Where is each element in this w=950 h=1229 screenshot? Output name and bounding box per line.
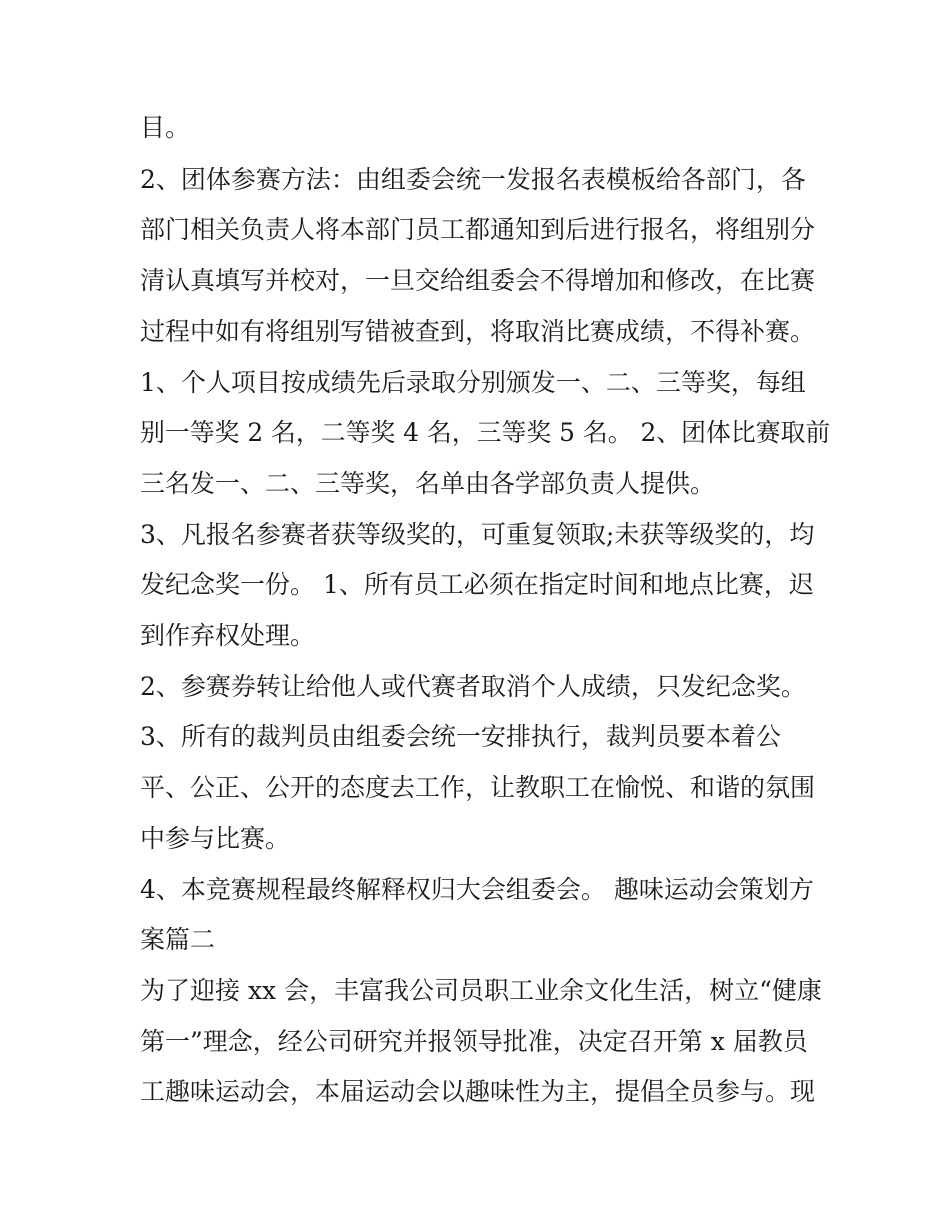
text-line: 3、所有的裁判员由组委会统一安排执行，裁判员要本着公 [140,722,781,751]
text-line: 清认真填写并校对，一旦交给组委会不得增加和修改，在比赛 [140,266,816,295]
text-line: 1、个人项目按成绩先后录取分别颁发一、二、三等奖，每组 [140,368,806,397]
text-line: 目。 [140,113,191,142]
text-line: 别一等奖 2 名，二等奖 4 名，三等奖 5 名。 2、团体比赛取前 [140,418,831,447]
text-line: 三名发一、二、三等奖，名单由各学部负责人提供。 [140,469,716,498]
text-line: 中参与比赛。 [140,824,291,853]
text-line: 为了迎接 xx 会，丰富我公司员职工业余文化生活，树立“健康 [140,976,822,1005]
text-line: 过程中如有将组别写错被查到，将取消比赛成绩，不得补赛。 [140,317,816,346]
text-line: 发纪念奖一份。 1、所有员工必须在指定时间和地点比赛，迟 [140,570,814,599]
text-line: 2、团体参赛方法：由组委会统一发报名表模板给各部门，各 [140,165,806,194]
text-line: 工趣味运动会，本届运动会以趣味性为主，提倡全员参与。现 [140,1077,816,1106]
text-line: 到作弃权处理。 [140,621,316,650]
text-line: 平、公正、公开的态度去工作，让教职工在愉悦、和谐的氛围 [140,773,816,802]
text-line: 部门相关负责人将本部门员工都通知到后进行报名，将组别分 [140,215,816,244]
text-line: 案篇二 [140,925,216,954]
text-line: 4、本竞赛规程最终解释权归大会组委会。 趣味运动会策划方 [140,875,814,904]
text-line: 第一”理念，经公司研究并报领导批准，决定召开第 x 届教员 [140,1027,808,1056]
text-line: 2、参赛券转让给他人或代赛者取消个人成绩，只发纪念奖。 [140,672,806,701]
text-line: 3、凡报名参赛者获等级奖的，可重复领取;未获等级奖的，均 [140,520,815,549]
